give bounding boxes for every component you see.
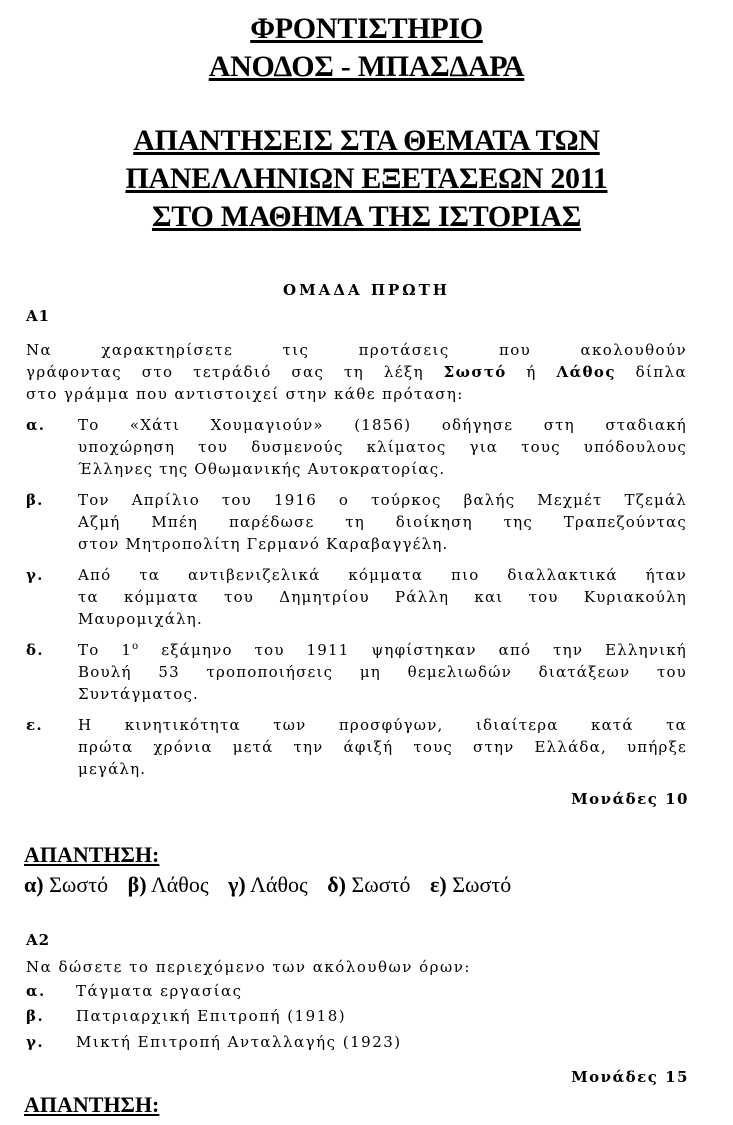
question-a2-id: Α2 xyxy=(26,931,51,949)
header-title-line-2: ΠΑΝΕΛΛΗΝΙΩΝ ΕΞΕΤΑΣΕΩΝ 2011 xyxy=(125,162,608,195)
item-label: δ. xyxy=(26,641,44,659)
header-title-line-1: ΑΠΑΝΤΗΣΕΙΣ ΣΤΑ ΘΕΜΑΤΑ ΤΩΝ xyxy=(133,124,600,157)
item-line: Συντάγματος. xyxy=(78,685,200,703)
item-label: β. xyxy=(26,1007,45,1025)
item-line: Βουλή 53 τροποποιήσεις μη θεμελιωδών διατάξεων του xyxy=(78,663,687,681)
header-school-subtitle: ΑΝΟΔΟΣ - ΜΠΑΣΔΑΡΑ xyxy=(208,50,525,83)
item-line: στον Μητροπολίτη Γερμανό Καραβαγγέλη. xyxy=(78,535,449,553)
item-text: Το 1 xyxy=(78,641,133,659)
item-line: μεγάλη. xyxy=(78,760,147,778)
question-a2-instruction: Να δώσετε το περιεχόμενο των ακόλουθων όρων: xyxy=(26,958,471,976)
question-a1-instruction xyxy=(26,339,687,405)
instruction-line xyxy=(26,361,687,383)
instruction-text: δίπλα xyxy=(615,363,687,381)
item-line: Αζμή Μπέη παρέδωσε τη διοίκηση της Τραπεζούντας xyxy=(78,513,687,531)
answer-value: Λάθος xyxy=(150,872,209,897)
question-a1-id: Α1 xyxy=(26,307,51,325)
answer-label: α) xyxy=(24,872,44,897)
item-line: Μαυρομιχάλη. xyxy=(78,610,203,628)
item-line: υποχώρηση του δυσμενούς κλίματος για τους υπόδουλους xyxy=(78,438,687,456)
keyword-correct: Σωστό xyxy=(443,363,507,381)
a2-units: Μονάδες 15 xyxy=(571,1068,689,1086)
instruction-text: γράφοντας στο τετράδιό σας τη λέξη xyxy=(26,363,444,381)
item-label: ε. xyxy=(26,716,43,734)
answer-label: β) xyxy=(127,872,147,897)
answer-label: δ) xyxy=(327,872,346,897)
item-label: β. xyxy=(26,491,44,509)
answer-value: Λάθος xyxy=(249,872,308,897)
group-title: ΟΜΑΔΑ ΠΡΩΤΗ xyxy=(283,281,450,299)
item-line: τα κόμματα του Δημητρίου Ράλλη και του Κυριακούλη xyxy=(78,588,687,606)
answer-label: ε) xyxy=(429,872,447,897)
answer-2-heading: ΑΠΑΝΤΗΣΗ: xyxy=(24,1092,160,1117)
item-line: Τον Απρίλιο του 1916 ο τούρκος βαλής Μεχμέτ Τζεμάλ xyxy=(78,491,687,509)
item-text: Μικτή Επιτροπή Ανταλλαγής (1923) xyxy=(76,1033,402,1051)
item-line: πρώτα χρόνια μετά την άφιξή τους στην Ελλάδα, υπήρξε xyxy=(78,738,687,756)
answer-value: Σωστό xyxy=(49,872,109,897)
item-line: Από τα αντιβενιζελικά κόμματα πιο διαλλακτικά ήταν xyxy=(78,566,687,584)
a2-item-c xyxy=(26,1033,402,1051)
item-line xyxy=(78,639,687,661)
item-text: εξάμηνο του 1911 ψηφίστηκαν από την Ελληνική xyxy=(139,641,687,659)
a1-units: Μονάδες 10 xyxy=(571,790,689,808)
header-school-name: ΦΡΟΝΤΙΣΤΗΡΙΟ xyxy=(250,12,483,45)
answer-value: Σωστό xyxy=(452,872,512,897)
answer-1-heading: ΑΠΑΝΤΗΣΗ: xyxy=(24,842,160,867)
item-label: γ. xyxy=(26,566,44,584)
item-line: Η κινητικότητα των προσφύγων, ιδιαίτερα κατά τα xyxy=(78,716,687,734)
item-label: γ. xyxy=(26,1033,45,1051)
item-line: Το «Χάτι Χουμαγιούν» (1856) οδήγησε στη σταδιακή xyxy=(78,416,687,434)
instruction-line: στο γράμμα που αντιστοιχεί στην κάθε πρόταση: xyxy=(26,385,464,403)
item-text: Πατριαρχική Επιτροπή (1918) xyxy=(76,1007,347,1025)
item-label: α. xyxy=(26,982,46,1000)
answer-value: Σωστό xyxy=(351,872,411,897)
header-title-line-3: ΣΤΟ ΜΑΘΗΜΑ ΤΗΣ ΙΣΤΟΡΙΑΣ xyxy=(151,200,582,233)
a2-item-b xyxy=(26,1007,346,1025)
item-label: α. xyxy=(26,416,46,434)
keyword-wrong: Λάθος xyxy=(556,363,616,381)
ordinal-superscript: ο xyxy=(132,641,140,652)
instruction-text: ή xyxy=(506,363,557,381)
a2-item-a xyxy=(26,982,243,1000)
answer-1-line xyxy=(24,872,511,898)
answer-label: γ) xyxy=(228,872,246,897)
item-line: Έλληνες της Οθωμανικής Αυτοκρατορίας. xyxy=(78,460,446,478)
instruction-line: Να χαρακτηρίσετε τις προτάσεις που ακολουθούν xyxy=(26,341,687,359)
item-text: Τάγματα εργασίας xyxy=(76,982,243,1000)
